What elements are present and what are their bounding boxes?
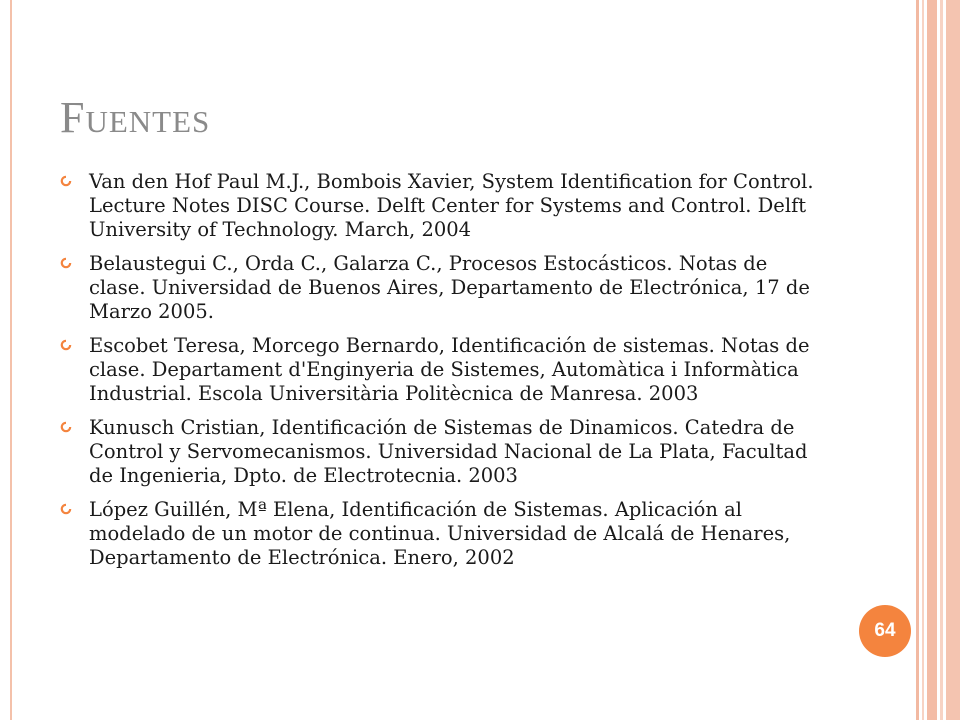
page-number-badge: 64 bbox=[859, 605, 911, 657]
reference-item bbox=[60, 416, 830, 488]
left-accent-line bbox=[10, 0, 12, 720]
stripe bbox=[927, 0, 937, 720]
reference-item bbox=[60, 252, 830, 324]
stripe bbox=[946, 0, 960, 720]
stripe bbox=[916, 0, 919, 720]
reference-text: Escobet Teresa, Morcego Bernardo, Identificación de sistemas. Notas de clase. Departament d'Enginyeria de Sistemes, Automàtica i Informàtica Industrial. Escola Universitària Politècnica de Manresa. 2003 bbox=[89, 334, 810, 405]
reference-item bbox=[60, 498, 830, 570]
reference-item bbox=[60, 334, 830, 406]
stripe bbox=[922, 0, 924, 720]
reference-list bbox=[60, 170, 830, 580]
bullet-icon bbox=[60, 421, 72, 433]
reference-text: Belaustegui C., Orda C., Galarza C., Procesos Estocásticos. Notas de clase. Universidad de Buenos Aires, Departamento de Electrónica, 17 de Marzo 2005. bbox=[89, 252, 810, 323]
reference-text: Kunusch Cristian, Identificación de Sistemas de Dinamicos. Catedra de Control y Servomecanismos. Universidad Nacional de La Plata, Facultad de Ingenieria, Dpto. de Electrotecnia. 2003 bbox=[89, 416, 808, 487]
bullet-icon bbox=[60, 503, 72, 515]
reference-item bbox=[60, 170, 830, 242]
bullet-icon bbox=[60, 175, 72, 187]
bullet-icon bbox=[60, 257, 72, 269]
slide-title: Fuentes bbox=[60, 93, 211, 142]
reference-text: Van den Hof Paul M.J., Bombois Xavier, System Identification for Control. Lecture Notes DISC Course. Delft Center for Systems and Control. Delft University of Technology. March, 2004 bbox=[89, 170, 814, 241]
decorative-stripes bbox=[916, 0, 960, 720]
stripe bbox=[940, 0, 943, 720]
reference-text: López Guillén, Mª Elena, Identificación de Sistemas. Aplicación al modelado de un motor de continua. Universidad de Alcalá de Henares, Departamento de Electrónica. Enero, 2002 bbox=[89, 498, 791, 569]
bullet-icon bbox=[60, 339, 72, 351]
